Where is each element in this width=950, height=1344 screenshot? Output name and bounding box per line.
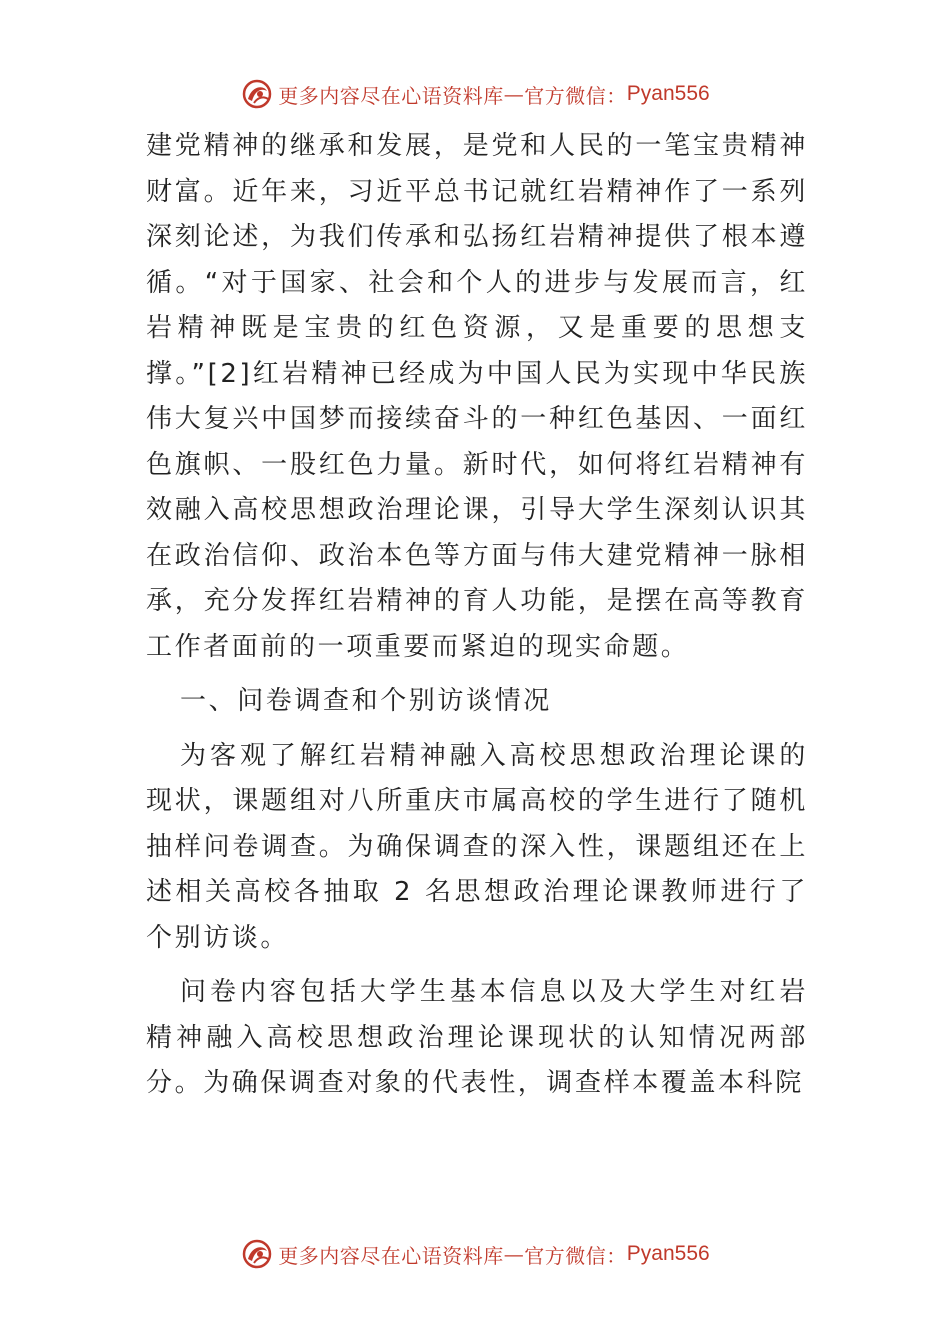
red-swirl-logo-icon xyxy=(240,77,274,111)
header-banner xyxy=(0,74,950,114)
section-heading-1: 一、问卷调查和个别访谈情况 xyxy=(180,686,552,716)
footer-wechat-id: Pyan556 xyxy=(626,1242,710,1265)
header-wechat-label: 官方微信： xyxy=(524,83,627,108)
document-body xyxy=(146,124,808,1107)
paragraph-2: 为客观了解红岩精神融入高校思想政治理论课的现状，课题组对八所重庆市属高校的学生进行了随机抽样问卷调查。为确保调查的深入性，课题组还在上述相关高校各抽取 2 名思想政治理论课教师进行了个别访谈。 xyxy=(146,740,808,953)
footer-wechat-label: 官方微信： xyxy=(524,1243,627,1268)
footer-banner xyxy=(0,1234,950,1274)
header-site-text: 更多内容尽在心语资料库 xyxy=(278,83,504,108)
footer-dash: — xyxy=(503,1242,525,1266)
paragraph-1: 建党精神的继承和发展，是党和人民的一笔宝贵精神财富。近年来，习近平总书记就红岩精神作了一系列深刻论述，为我们传承和弘扬红岩精神提供了根本遵循。“对于国家、社会和个人的进步与发展而言，红岩精神既是宝贵的红色资源，又是重要的思想支撑。”[2]红岩精神已经成为中国人民为实现中华民族伟大复兴中国梦而接续奋斗的一种红色基因、一面红色旗帜、一股红色力量。新时代，如何将红岩精神有效融入高校思想政治理论课，引导大学生深刻认识其在政治信仰、政治本色等方面与伟大建党精神一脉相承，充分发挥红岩精神的育人功能，是摆在高等教育工作者面前的一项重要而紧迫的现实命题。 xyxy=(146,131,808,662)
header-wechat-id: Pyan556 xyxy=(626,82,710,105)
red-swirl-logo-icon xyxy=(240,1237,274,1271)
header-dash: — xyxy=(503,82,525,106)
paragraph-3: 问卷内容包括大学生基本信息以及大学生对红岩精神融入高校思想政治理论课现状的认知情况两部分。为确保调查对象的代表性，调查样本覆盖本科院 xyxy=(146,977,808,1098)
footer-site-text: 更多内容尽在心语资料库 xyxy=(278,1243,504,1268)
